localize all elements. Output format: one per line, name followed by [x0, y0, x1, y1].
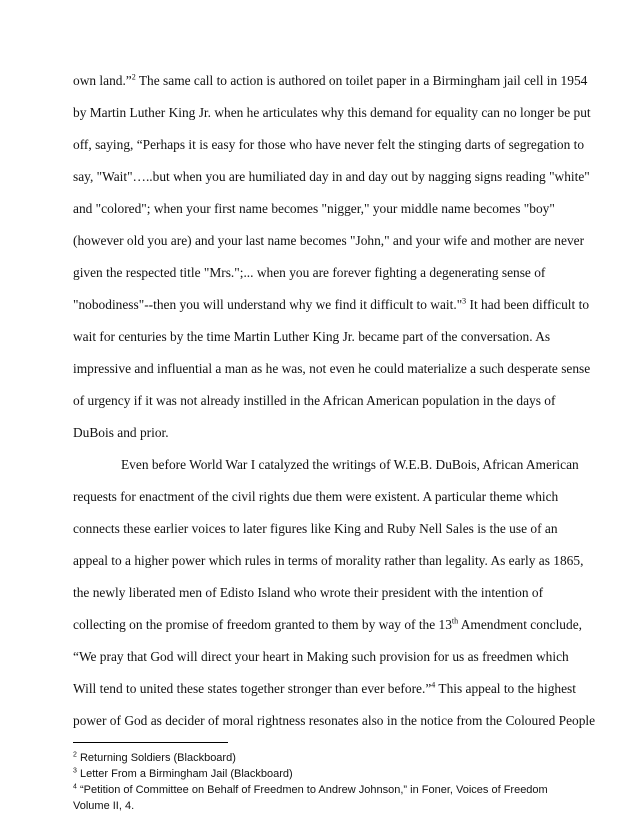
footnote-number: 4: [73, 783, 77, 791]
footnote-continuation: Volume II, 4.: [73, 800, 135, 812]
footnote-separator: [73, 742, 228, 743]
body-line: appeal to a higher power which rules in terms of morality rather than legality. As early as 1865,: [73, 553, 584, 568]
body-line: collecting on the promise of freedom granted to them by way of the 13th Amendment conclude,: [73, 616, 582, 632]
footnote-ref[interactable]: 4: [431, 680, 436, 690]
body-line: off, saying, “Perhaps it is easy for those who have never felt the stinging darts of segregation to: [73, 137, 585, 152]
footnote-number: 2: [73, 751, 77, 759]
body-line: DuBois and prior.: [73, 425, 169, 440]
superscript-ordinal: th: [451, 616, 459, 626]
body-line: given the respected title "Mrs.";... when you are forever fighting a degenerating sense of: [73, 265, 546, 280]
footnote-ref[interactable]: 3: [462, 296, 467, 306]
body-line: own land.”$^2$ The same call to action is authored on toilet paper in a Birmingham jail cell in 1954: [73, 72, 588, 88]
paragraph-first-line: Even before World War I catalyzed the writings of W.E.B. DuBois, African American: [121, 457, 579, 472]
body-line: the newly liberated men of Edisto Island who wrote their president with the intention of: [73, 585, 544, 600]
body-line: requests for enactment of the civil rights due them were existent. A particular theme which: [73, 489, 559, 504]
footnote: $^2$ Returning Soldiers (Blackboard): [73, 751, 236, 764]
footnote: $^4$ “Petition of Committee on Behalf of Freedmen to Andrew Johnson,” in Foner, Voices of Freedom: [73, 783, 548, 796]
body-line: "nobodiness"--then you will understand why we find it difficult to wait."$^3$ It had been difficult to: [73, 296, 590, 312]
footnote-number: 3: [73, 767, 77, 775]
footnote-ref[interactable]: 2: [131, 72, 136, 82]
body-line: wait for centuries by the time Martin Luther King Jr. became part of the conversation. As: [73, 329, 551, 344]
body-line: impressive and influential a man as he was, not even he could materialize a such desperate sense: [73, 361, 591, 376]
body-line: say, "Wait"…..but when you are humiliated day in and day out by nagging signs reading "white": [73, 169, 590, 184]
body-line: by Martin Luther King Jr. when he articulates why this demand for equality can no longer be put: [73, 105, 591, 120]
body-line: connects these earlier voices to later figures like King and Ruby Nell Sales is the use of an: [73, 521, 558, 536]
body-line: Will tend to united these states together stronger than ever before.”$^4$ This appeal to the highest: [73, 680, 576, 696]
footnote: $^3$ Letter From a Birmingham Jail (Blackboard): [73, 767, 293, 780]
body-line: (however old you are) and your last name becomes "John," and your wife and mother are never: [73, 233, 585, 248]
body-line: of urgency if it was not already instilled in the African American population in the days of: [73, 393, 556, 408]
body-line: power of God as decider of moral rightness resonates also in the notice from the Coloured People: [73, 713, 596, 728]
body-line: “We pray that God will direct your heart in Making such provision for us as freedmen which: [73, 649, 569, 664]
body-line: and "colored"; when your first name becomes "nigger," your middle name becomes "boy": [73, 201, 555, 216]
